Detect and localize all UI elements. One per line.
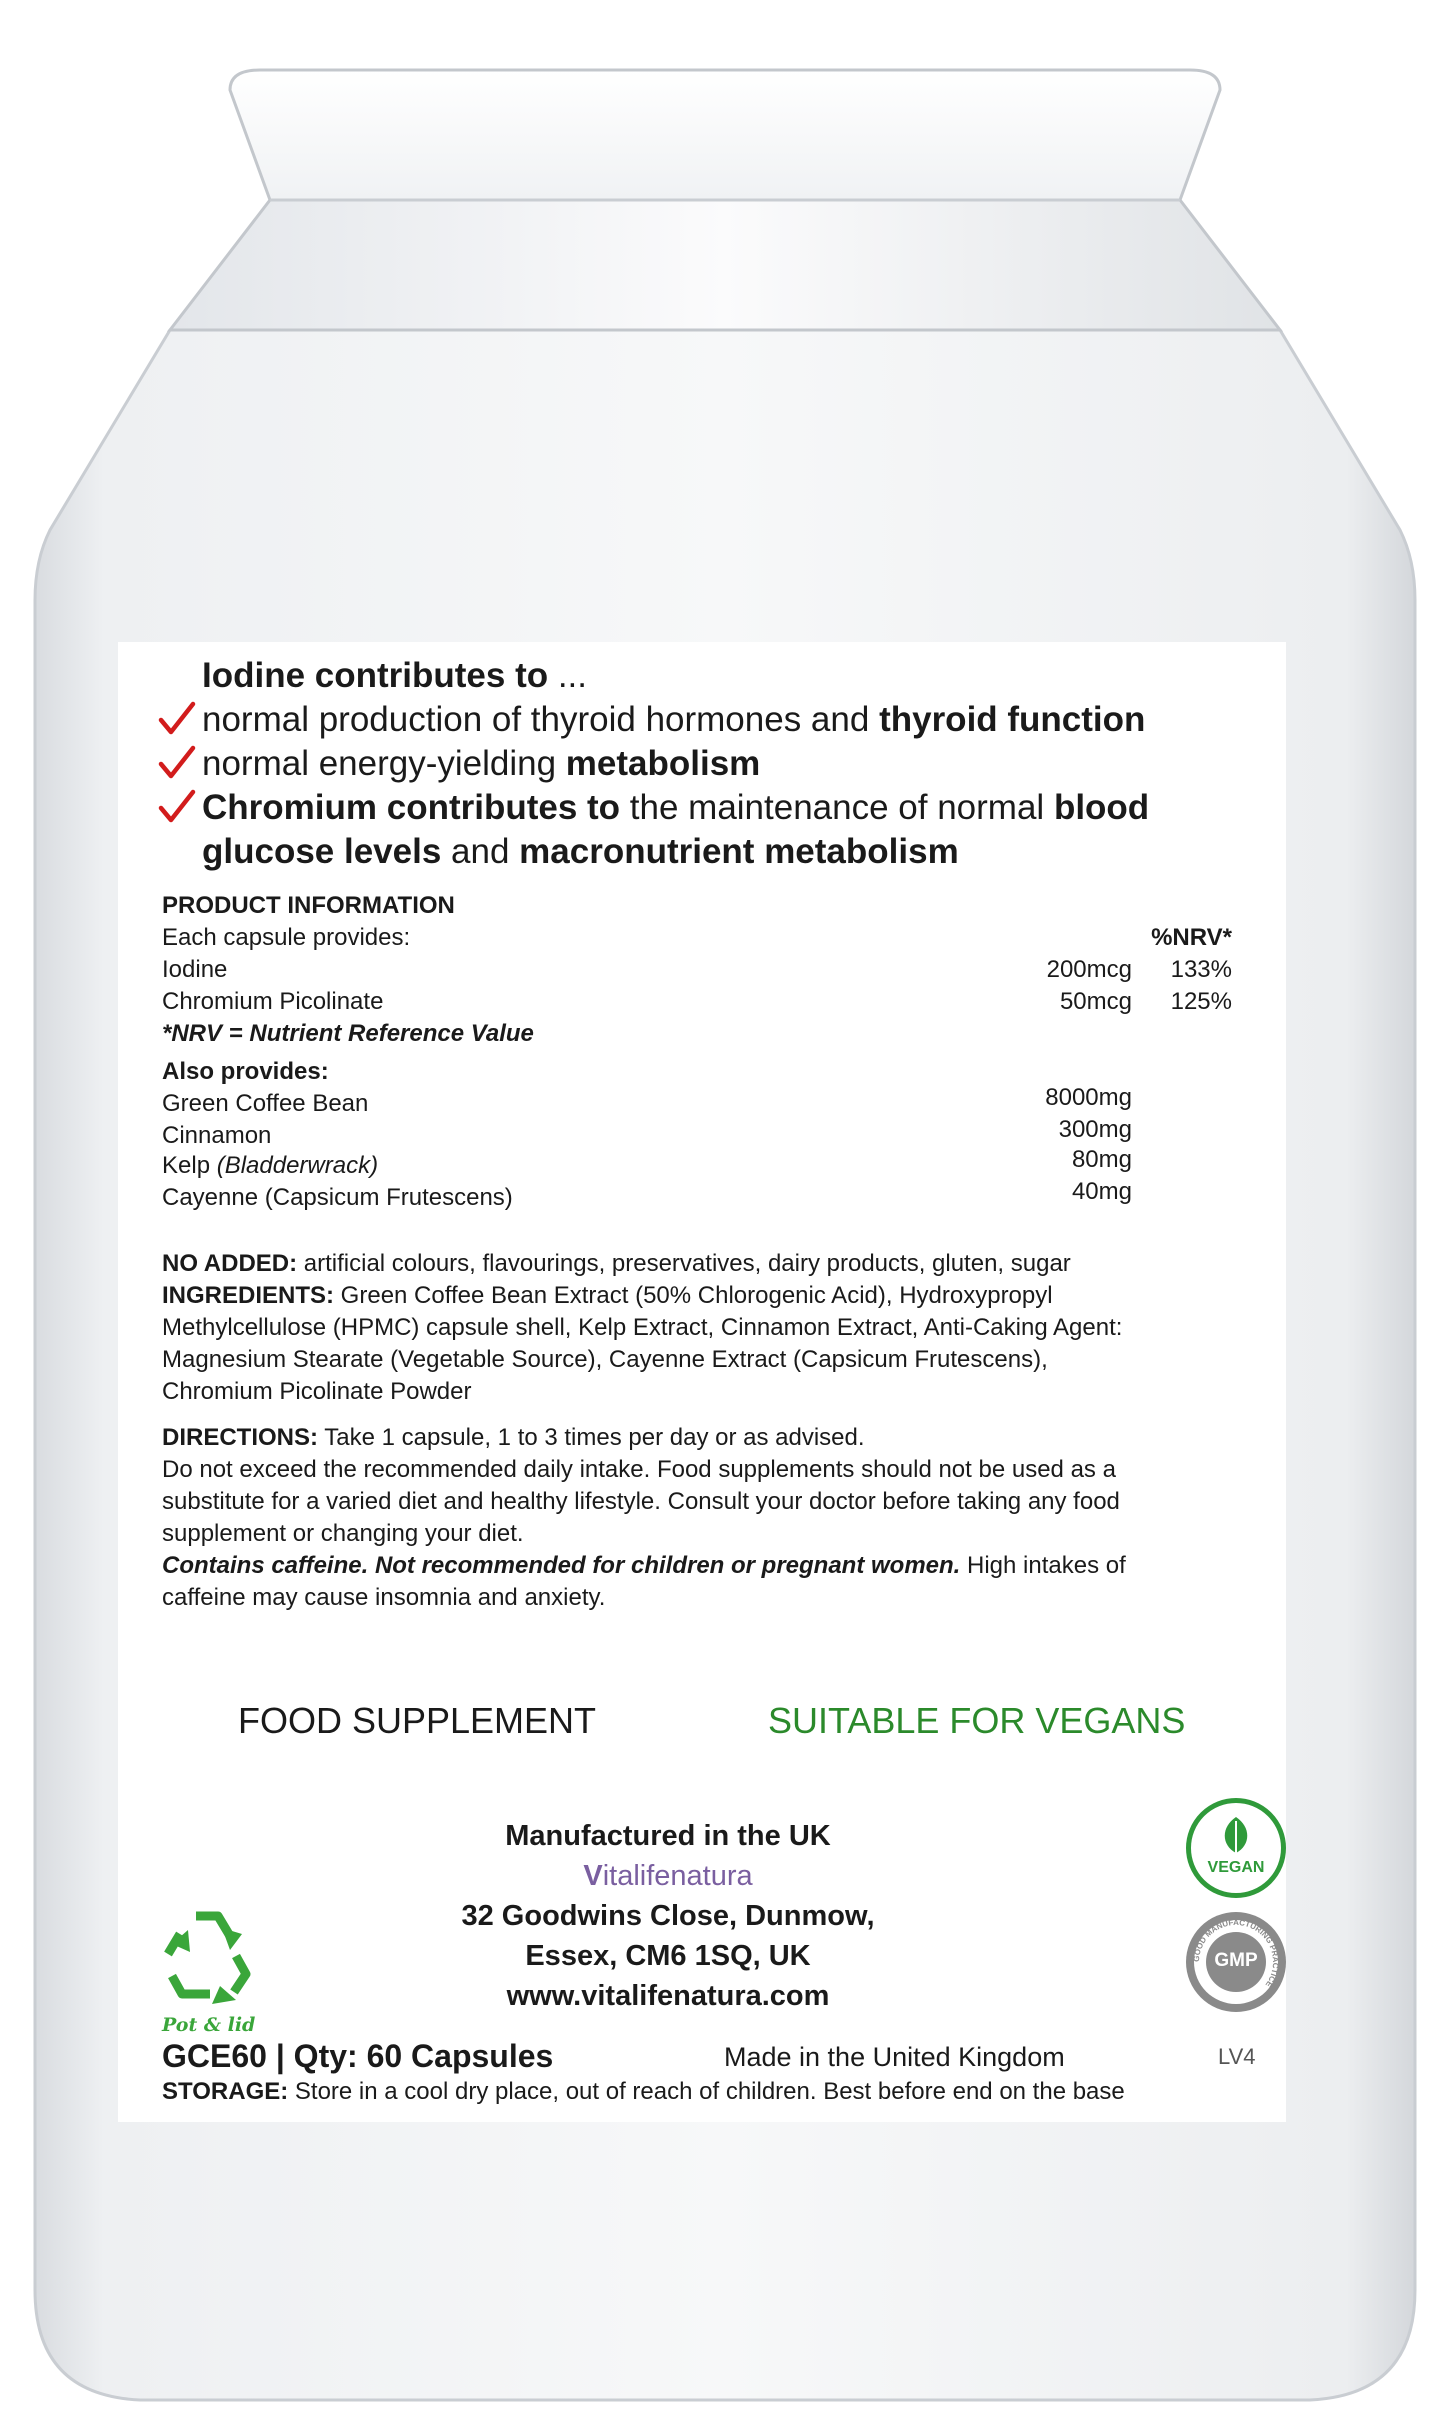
extra-amount: 40mg xyxy=(1071,1178,1132,1205)
claim-thyroid: normal production of thyroid hormones and thyroid function xyxy=(202,700,1146,739)
recycle-caption: Pot & lid xyxy=(162,2014,256,2036)
gmp-badge xyxy=(1186,1912,1286,2012)
extra-amount: 8000mg xyxy=(1045,1084,1132,1111)
address-line1: 32 Goodwins Close, Dunmow, xyxy=(461,1900,875,1932)
nutrient-amount: 50mcg xyxy=(1059,988,1132,1015)
claims-heading: Iodine contributes to ... xyxy=(202,656,588,695)
also-provides-label: Also provides: xyxy=(162,1058,329,1085)
nutrient-name: Chromium Picolinate xyxy=(162,988,384,1015)
gmp-badge-text: GMP xyxy=(1214,1950,1258,1971)
nutrient-nrv: 133% xyxy=(1170,956,1232,983)
recycle-icon xyxy=(158,1904,258,2014)
each-capsule-label: Each capsule provides: xyxy=(162,924,411,951)
directions: DIRECTIONS: Take 1 capsule, 1 to 3 times per day or as advised. Do not exceed the recommended daily intake. Food supplements should not be used as a substitute for a varied diet and healthy lifestyle. Consult your doctor before taking any food supplement or changing your diet. Contains caffeine. Not recommended for children or pregnant women. High intakes of caffeine may cause insomnia and anxiety. xyxy=(162,1424,1126,1611)
bottle-cap-lower xyxy=(170,200,1280,330)
made-in-uk: Made in the United Kingdom xyxy=(724,2042,1065,2072)
product-label xyxy=(118,642,1286,2122)
no-added: NO ADDED: artificial colours, flavourings, preservatives, dairy products, gluten, sugar xyxy=(162,1250,1071,1277)
extra-amount: 300mg xyxy=(1058,1116,1132,1143)
product-code: GCE60 | Qty: 60 Capsules xyxy=(162,2038,554,2074)
website-link[interactable]: www.vitalifenatura.com xyxy=(506,1980,830,2012)
check-icon xyxy=(158,700,196,738)
extra-name: Kelp (Bladderwrack) xyxy=(162,1152,379,1179)
claim-metabolism: normal energy-yielding metabolism xyxy=(202,744,761,783)
product-info-title: PRODUCT INFORMATION xyxy=(162,892,455,919)
nutrient-name: Iodine xyxy=(162,956,228,983)
food-supplement-label: FOOD SUPPLEMENT xyxy=(238,1700,597,1741)
svg-text:GOOD MANUFACTURING PRACTICE: GOOD MANUFACTURING PRACTICE xyxy=(1191,1917,1281,1989)
label-version: LV4 xyxy=(1218,2044,1256,2069)
extra-name: Green Coffee Bean xyxy=(162,1090,369,1117)
vegan-badge xyxy=(1186,1798,1286,1898)
claim-chromium-cont: glucose levels and macronutrient metabolism xyxy=(202,832,959,871)
brand-name: Vitalifenatura xyxy=(583,1860,753,1892)
vegan-badge-text: VEGAN xyxy=(1207,1859,1265,1876)
leaf-icon xyxy=(1191,1803,1281,1893)
nutrient-amount: 200mcg xyxy=(1046,956,1132,983)
address-line2: Essex, CM6 1SQ, UK xyxy=(525,1940,811,1972)
extra-amount: 80mg xyxy=(1071,1146,1132,1173)
nutrient-nrv: 125% xyxy=(1170,988,1232,1015)
gmp-ring-text xyxy=(1186,1912,1286,2012)
ingredients: INGREDIENTS: Green Coffee Bean Extract (50% Chlorogenic Acid), Hydroxypropyl Methylcellulose (HPMC) capsule shell, Kelp Extract, Cinnamon Extract, Anti-Caking Agent: Magnesium Stearate (Vegetable Source), Cayenne Extract (Capsicum Frutescens), Chromium Picolinate Powder xyxy=(162,1282,1123,1405)
bottle-cap-top xyxy=(230,70,1220,200)
manufactured-in: Manufactured in the UK xyxy=(505,1820,831,1852)
nrv-header: %NRV* xyxy=(1151,924,1232,951)
check-icon xyxy=(158,788,196,826)
extra-name: Cayenne (Capsicum Frutescens) xyxy=(162,1184,513,1211)
extra-name: Cinnamon xyxy=(162,1122,272,1149)
nrv-note: *NRV = Nutrient Reference Value xyxy=(162,1020,534,1047)
claim-chromium: Chromium contributes to the maintenance of normal blood xyxy=(202,788,1150,827)
check-icon xyxy=(158,744,196,782)
storage: STORAGE: Store in a cool dry place, out of reach of children. Best before end on the base xyxy=(162,2078,1125,2105)
suitable-for-vegans-label: SUITABLE FOR VEGANS xyxy=(768,1700,1186,1741)
